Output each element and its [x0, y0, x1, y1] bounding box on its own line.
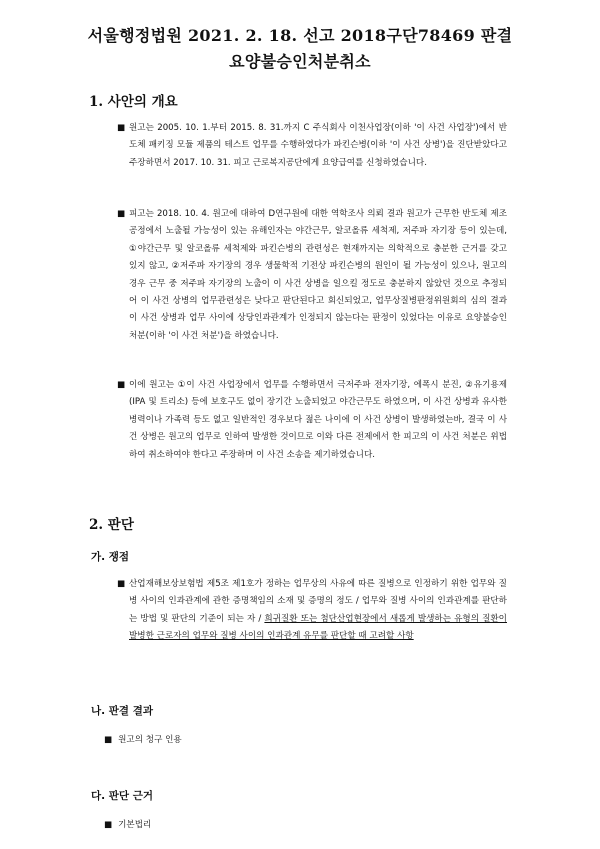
section-heading-judgment: 2. 판단	[89, 517, 134, 533]
overview-text-2: 피고는 2018. 10. 4. 원고에 대하여 D연구원에 대한 역학조사 의뢰 결과 원고가 근무한 반도체 제조공정에서 노출될 가능성이 있는 유해인자는 야간근무, 알코올류 세척제, 저주파 자기장 등이 있는데, ①야간근무 및 알코올류 세척제와 파킨슨병의 관련성은 현재까지는 의학적으로 충분한 근거를 갖고 있지 않고, ②저주파 자기장의 경우 생물학적 기전상 파킨슨병의 원인이 될 가능성이 있으나, 원고의 경우 근무 중 저주파 자기장의 노출이 이 사건 상병을 일으킬 정도로 충분하지 않았던 것으로 추정되어 이 사건 상병의 업무관련성은 낮다고 판단된다고 회신되었고, 업무상질병판정위원회의 심의 결과 이 사건 상병과 업무 사이에 상당인과관계가 인정되지 않는다는 판정이 있었다는 이유로 요양불승인처분(이하 '이 사건 처분')을 하였습니다.	[129, 209, 507, 341]
bullet-square-icon: ■	[117, 380, 126, 390]
bullet-square-icon: ■	[117, 209, 126, 219]
case-subject: 요양불승인처분취소	[229, 52, 371, 71]
subheading-result: 나. 판결 결과	[91, 705, 154, 717]
section-heading-overview: 1. 사안의 개요	[89, 94, 178, 110]
issue-text-underlined: 희귀질환 또는 첨단산업현장에서 새롭게 발생하는 유형의 질환이 발병한 근로자의 업무와 질병 사이의 인과관계 유무를 판단할 때 고려할 사항	[129, 613, 507, 642]
issue-text: 산업재해보상보험법 제5조 제1호가 정하는 업무상의 사유에 따른 질병으로 인정하기 위한 업무와 질병 사이의 인과관계에 관한 증명책임의 소재 및 증명의 정도 / 업무와 질병 사이의 인과관계를 판단하는 방법 및 판단의 기준이 되는 자 /	[129, 579, 507, 624]
overview-text-3: 이에 원고는 ①이 사건 사업장에서 업무를 수행하면서 극저주파 전자기장, 에폭시 분진, ②유기용제(IPA 및 트리소) 등에 보호구도 없이 장기간 노출되었고 야간근무도 하였으며, 이 사건 상병과 유사한 병력이나 가족력 등도 없고 일반적인 경우보다 젊은 나이에 이 사건 상병이 발생하였는바, 결국 이 사건 상병은 원고의 업무로 인하여 발생한 것이므로 이와 다른 전제에서 한 피고의 이 사건 처분은 위법하여 취소하여야 한다고 주장하며 이 사건 소송을 제기하였습니다.	[129, 380, 507, 460]
bullet-square-icon: ■	[104, 820, 113, 830]
overview-text-1: 원고는 2005. 10. 1.부터 2015. 8. 31.까지 C 주식회사 이천사업장(이하 '이 사건 사업장')에서 반도체 패키징 모듈 제품의 테스트 업무를 수행하였다가 파킨슨병(이하 '이 사건 상병')을 진단받았다고 주장하면서 2017. 10. 31. 피고 근로복지공단에게 요양급여를 신청하였습니다.	[129, 123, 507, 168]
overview-paragraph-3	[117, 377, 507, 464]
result-item	[104, 733, 182, 745]
subheading-issue: 가. 쟁점	[91, 551, 130, 563]
overview-paragraph-1	[117, 120, 507, 172]
case-title: 서울행정법원 2021. 2. 18. 선고 2018구단78469 판결	[87, 26, 513, 45]
grounds-item	[104, 818, 151, 830]
bullet-square-icon: ■	[104, 735, 113, 745]
issue-paragraph	[117, 576, 507, 646]
bullet-square-icon: ■	[117, 579, 126, 589]
bullet-square-icon: ■	[117, 123, 126, 133]
subheading-grounds: 다. 판단 근거	[91, 790, 154, 802]
overview-paragraph-2	[117, 206, 507, 345]
result-text: 원고의 청구 인용	[118, 735, 182, 745]
grounds-text: 기본법리	[118, 820, 152, 830]
